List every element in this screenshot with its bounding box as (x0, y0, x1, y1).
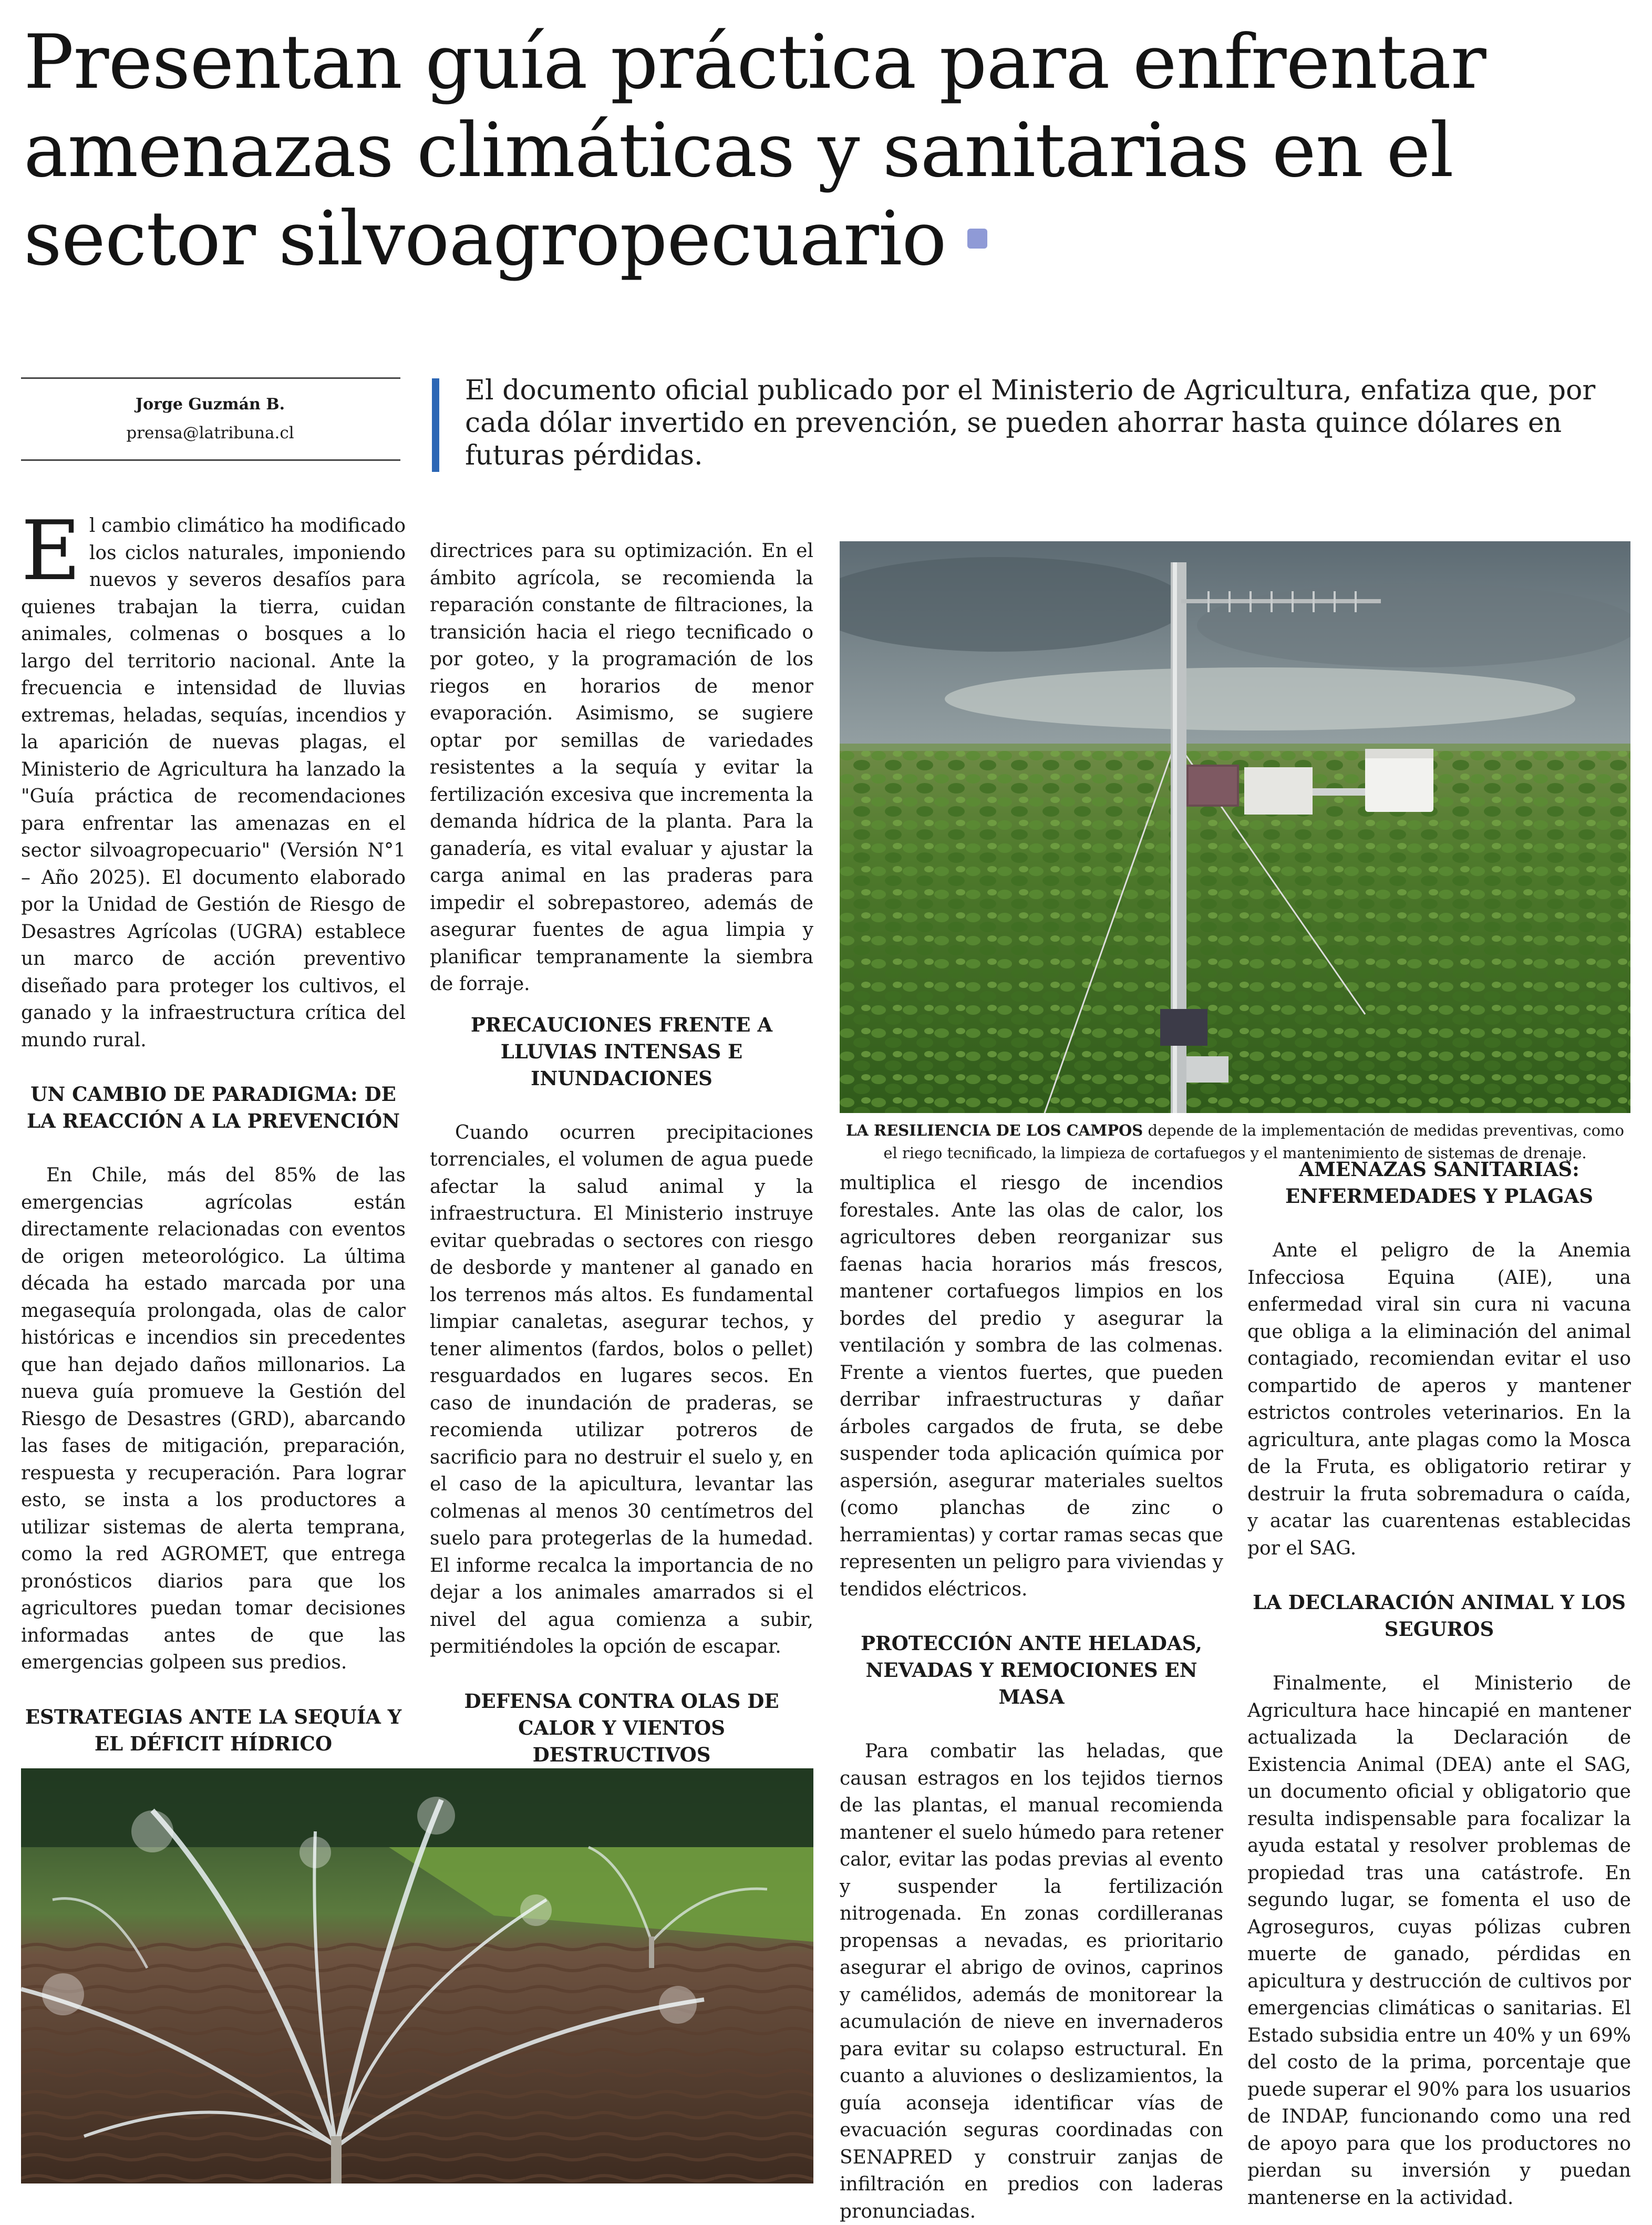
column-2 (430, 538, 813, 1877)
byline-author: Jorge Guzmán B. (135, 395, 285, 414)
dek-accent-bar (432, 378, 439, 472)
audio-icon[interactable] (967, 229, 987, 249)
dropcap: E (21, 503, 81, 599)
column-4 (1247, 1156, 1631, 2211)
paragraph: En Chile, más del 85% de las emergencias agrícolas están directamente relacionadas con eventos de origen meteorológico. La última década ha estado marcada por una megasequía prolongada, olas de calor históricas e incendios sin precedentes que han dejado daños millonarios. La nueva guía promueve la Gestión del Riesgo de Desastres (GRD), abarcando las fases de mitigación, preparación, respuesta y recuperación. Para lograr esto, se insta a los productores a utilizar sistemas de alerta temprana, como la red AGROMET, que entrega pronósticos diarios para que los agricultores puedan tomar decisiones informadas antes de que las emergencias golpeen sus predios. (21, 1165, 406, 1673)
subhead: PROTECCIÓN ANTE HELADAS, NEVADAS Y REMOCIONES EN MASA (861, 1632, 1202, 1708)
paragraph: Finalmente, el Ministerio de Agricultura hace hincapié en mantener actualizada la Declaración de Existencia Animal (DEA) ante el SAG, un documento oficial y obligatorio que resulta indispensable para focalizar la ayuda estatal y resolver problemas de propiedad tras una catástrofe. En segundo lugar, se fomenta el uso de Agroseguros, cuyas pólizas cubren muerte de ganado, pérdidas en apicultura y destrucción de cultivos por emergencias climáticas o sanitarias. El Estado subsidia entre un 40% y un 69% del costo de la prima, porcentaje que puede superar el 90% para los usuarios de INDAP, funcionando como una red de apoyo para que los productores no pierdan su inversión y puedan mantenerse en la actividad. (1247, 1673, 1631, 2209)
paragraph: Cuando ocurren precipitaciones torrenciales, el volumen de agua puede afectar la salud animal y la infraestructura. El Ministerio instruye evitar quebradas o sectores con riesgo de desborde y mantener al ganado en los terrenos más altos. Es fundamental limpiar canaletas, asegurar techos, y tener alimentos (fardos, bolos o pellet) resguardados en lugares secos. En caso de inundación de praderas, se recomienda utilizar potreros de sacrificio para no destruir el suelo y, en el caso de la apicultura, levantar las colmenas al menos 30 centímetros del suelo para protegerlas de la humedad. El informe recalca la importancia de no dejar a los animales amarrados si el nivel del agua comienza a subir, permitiéndoles la opción de escapar. (430, 1121, 813, 1657)
paragraph: Ante el peligro de la Anemia Infecciosa Equina (AIE), una enfermedad viral sin cura ni vacuna que obliga a la eliminación del animal contagiado, recomiendan evitar el uso compartido de aperos y mantener estrictos controles veterinarios. En la agricultura, ante plagas como la Mosca de la Fruta, es obligatorio retirar y destruir la fruta sobremadura o caída, y acatar las cuarentenas establecidas por el SAG. (1247, 1240, 1631, 1559)
headline: Presentan guía práctica para enfrentar amenazas climáticas y sanitarias en el sector silvoagropecuario (24, 19, 1486, 282)
weather-station-image (840, 541, 1630, 1113)
subhead: LA DECLARACIÓN ANIMAL Y LOS SEGUROS (1253, 1591, 1626, 1641)
byline-rule-top (21, 377, 400, 379)
subhead: ESTRATEGIAS ANTE LA SEQUÍA Y EL DÉFICIT HÍDRICO (25, 1705, 402, 1755)
paragraph: directrices para su optimización. En el ámbito agrícola, se recomienda la reparación constante de filtraciones, la transición hacia el riego tecnificado o por goteo, y la programación de los riegos en horarios de menor evaporación. Asimismo, se sugiere optar por semillas de variedades resistentes a la sequía y evitar la fertilización excesiva que incrementa la demanda hídrica de la planta. Para la ganadería, es vital evaluar y ajustar la carga animal en las praderas para impedir el sobrepastoreo, además de asegurar fuentes de agua limpia y planificar tempranamente la siembra de forraje. (430, 540, 813, 995)
photo-sprinklers (21, 1768, 813, 2183)
column-1 (21, 503, 406, 1866)
paragraph: Para combatir las heladas, que causan estragos en los tejidos tiernos de las plantas, el manual recomienda mantener el suelo húmedo para retener calor, evitar las podas previas al evento y suspender la fertilización nitrogenada. En zonas cordilleranas propensas a nevadas, es prioritario asegurar el abrigo de ovinos, caprinos y camélidos, además de monitorear la acumulación de nieve en invernaderos para evitar su colapso estructural. En cuanto a aluviones o deslizamientos, la guía aconseja identificar vías de evacuación seguras coordinadas con SENAPRED y construir zanjas de infiltración en predios con laderas pronunciadas. (840, 1740, 1223, 2222)
dek: El documento oficial publicado por el Ministerio de Agricultura, enfatiza que, por cada dólar invertido en prevención, se pueden ahorrar hasta quince dólares en futuras pérdidas. (465, 375, 1596, 471)
photo-caption: LA RESILIENCIA DE LOS CAMPOS depende de la implementación de medidas preventivas, como el riego tecnificado, la limpieza de cortafuegos y el mantenimiento de sistemas de drenaje. (846, 1121, 1624, 1162)
subhead: UN CAMBIO DE PARADIGMA: DE LA REACCIÓN A LA PREVENCIÓN (27, 1083, 400, 1132)
paragraph: El cambio climático ha modificado los ciclos naturales, imponiendo nuevos y severos desafíos para quienes trabajan la tierra, cuidan animales, colmenas o bosques a lo largo del territorio nacional. Ante la frecuencia e intensidad de lluvias extremas, heladas, sequías, incendios y la aparición de nuevas plagas, el Ministerio de Agricultura ha lanzado la "Guía práctica de recomendaciones para enfrentar las amenazas en el sector silvoagropecuario" (Versión N°1 – Año 2025). El documento elaborado por la Unidad de Gestión de Riesgo de Desastres Agrícolas (UGRA) establece un marco de acción preventivo diseñado para proteger los cultivos, el ganado y la infraestructura crítica del mundo rural. (21, 503, 406, 1051)
byline-email[interactable]: prensa@latribuna.cl (126, 424, 294, 442)
sprinkler-image (21, 1768, 813, 2183)
subhead: AMENAZAS SANITARIAS: ENFERMEDADES Y PLAGAS (1285, 1158, 1593, 1208)
column-3 (840, 1170, 1223, 2225)
byline-rule-bottom (21, 459, 400, 461)
photo-weather-station (840, 541, 1630, 1113)
subhead: DEFENSA CONTRA OLAS DE CALOR Y VIENTOS DESTRUCTIVOS (464, 1689, 779, 1766)
paragraph: multiplica el riesgo de incendios forestales. Ante las olas de calor, los agricultores deben reorganizar sus faenas hacia horarios más frescos, mantener cortafuegos limpios en los bordes del predio y asegurar la ventilación y sombra de las colmenas. Frente a vientos fuertes, que pueden derribar infraestructuras y dañar árboles cargados de fruta, se debe suspender toda aplicación química por aspersión, asegurar materiales sueltos (como planchas de zinc o herramientas) y cortar ramas secas que representen un peligro para viviendas y tendidos eléctricos. (840, 1172, 1223, 1600)
subhead: PRECAUCIONES FRENTE A LLUVIAS INTENSAS E INUNDACIONES (470, 1013, 773, 1090)
